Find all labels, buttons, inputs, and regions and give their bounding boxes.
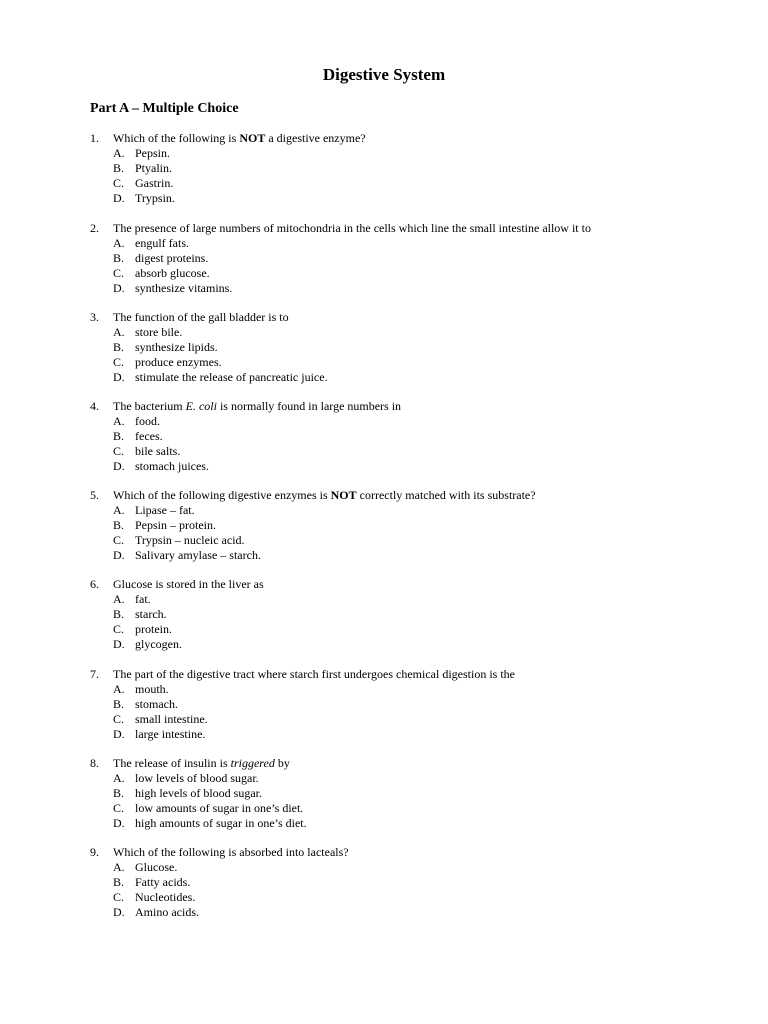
answer-option xyxy=(90,622,710,637)
option-letter: B. xyxy=(113,786,125,800)
option-letter: C. xyxy=(113,533,125,547)
option-letter: B. xyxy=(113,429,125,443)
question-number: 4. xyxy=(90,399,99,413)
answer-option xyxy=(90,607,710,622)
page-title: Digestive System xyxy=(322,65,446,84)
option-text: Salivary amylase – starch. xyxy=(135,548,261,562)
answer-option xyxy=(90,548,710,563)
option-text: stimulate the release of pancreatic juice. xyxy=(135,370,328,384)
option-text: Glucose. xyxy=(135,860,178,874)
answer-option xyxy=(90,459,710,474)
option-letter: B. xyxy=(113,697,125,711)
question-1 xyxy=(90,131,710,206)
answer-option xyxy=(90,191,710,206)
emphasis-not: NOT xyxy=(239,131,266,145)
option-text: Pepsin – protein. xyxy=(135,518,216,532)
question-text: Which of the following is NOT a digestive enzyme? xyxy=(113,131,366,145)
option-text: stomach juices. xyxy=(135,459,209,473)
question-9 xyxy=(90,845,710,920)
answer-option xyxy=(90,429,710,444)
option-letter: D. xyxy=(113,459,125,473)
option-letter: D. xyxy=(113,637,125,651)
question-text: Which of the following is absorbed into lacteals? xyxy=(113,845,349,859)
option-letter: C. xyxy=(113,801,125,815)
option-letter: C. xyxy=(113,176,125,190)
option-letter: D. xyxy=(113,548,125,562)
option-text: low levels of blood sugar. xyxy=(135,771,259,785)
answer-option xyxy=(90,682,710,697)
question-text: The presence of large numbers of mitochondria in the cells which line the small intestine allow it to xyxy=(113,221,591,235)
option-letter: C. xyxy=(113,890,125,904)
option-text: starch. xyxy=(135,607,167,621)
option-letter: D. xyxy=(113,727,125,741)
option-text: protein. xyxy=(135,622,172,636)
answer-option xyxy=(90,146,710,161)
answer-option xyxy=(90,251,710,266)
option-letter: D. xyxy=(113,191,125,205)
option-text: food. xyxy=(135,414,160,428)
question-stem xyxy=(90,488,710,503)
question-number: 6. xyxy=(90,577,99,591)
option-text: Lipase – fat. xyxy=(135,503,195,517)
question-number: 1. xyxy=(90,131,99,145)
question-text: The function of the gall bladder is to xyxy=(113,310,289,324)
option-letter: B. xyxy=(113,251,125,265)
answer-option xyxy=(90,905,710,920)
answer-option xyxy=(90,518,710,533)
option-letter: C. xyxy=(113,355,125,369)
answer-option xyxy=(90,637,710,652)
option-letter: A. xyxy=(113,236,125,250)
option-letter: B. xyxy=(113,340,125,354)
option-letter: B. xyxy=(113,161,125,175)
answer-option xyxy=(90,355,710,370)
answer-option xyxy=(90,176,710,191)
option-text: store bile. xyxy=(135,325,183,339)
option-letter: A. xyxy=(113,771,125,785)
option-text: high amounts of sugar in one’s diet. xyxy=(135,816,307,830)
question-4 xyxy=(90,399,710,474)
option-text: Gastrin. xyxy=(135,176,174,190)
question-6 xyxy=(90,577,710,652)
option-text: Trypsin – nucleic acid. xyxy=(135,533,245,547)
question-number: 9. xyxy=(90,845,99,859)
part-heading: Part A – Multiple Choice xyxy=(90,101,239,116)
option-text: glycogen. xyxy=(135,637,182,651)
option-text: feces. xyxy=(135,429,163,443)
option-letter: A. xyxy=(113,682,125,696)
question-text: The part of the digestive tract where starch first undergoes chemical digestion is the xyxy=(113,667,515,681)
answer-option xyxy=(90,712,710,727)
question-stem xyxy=(90,667,710,682)
answer-option xyxy=(90,414,710,429)
question-stem xyxy=(90,845,710,860)
option-text: Fatty acids. xyxy=(135,875,191,889)
option-letter: D. xyxy=(113,281,125,295)
option-text: bile salts. xyxy=(135,444,181,458)
answer-option xyxy=(90,444,710,459)
answer-option xyxy=(90,340,710,355)
question-text: The bacterium E. coli is normally found in large numbers in xyxy=(113,399,402,413)
question-number: 8. xyxy=(90,756,99,770)
option-text: large intestine. xyxy=(135,727,206,741)
option-letter: A. xyxy=(113,592,125,606)
option-text: low amounts of sugar in one’s diet. xyxy=(135,801,304,815)
option-text: Pepsin. xyxy=(135,146,171,160)
answer-option xyxy=(90,771,710,786)
question-text: Glucose is stored in the liver as xyxy=(113,577,264,591)
option-letter: D. xyxy=(113,816,125,830)
question-stem xyxy=(90,310,710,325)
answer-option xyxy=(90,890,710,905)
answer-option xyxy=(90,161,710,176)
option-text: stomach. xyxy=(135,697,178,711)
answer-option xyxy=(90,860,710,875)
option-text: absorb glucose. xyxy=(135,266,210,280)
question-text: The release of insulin is triggered by xyxy=(113,756,290,770)
question-number: 2. xyxy=(90,221,99,235)
option-letter: A. xyxy=(113,414,125,428)
option-letter: B. xyxy=(113,875,125,889)
option-letter: C. xyxy=(113,712,125,726)
option-letter: A. xyxy=(113,860,125,874)
emphasis-not: NOT xyxy=(330,488,357,502)
option-text: small intestine. xyxy=(135,712,208,726)
question-stem xyxy=(90,577,710,592)
question-number: 7. xyxy=(90,667,99,681)
option-letter: A. xyxy=(113,325,125,339)
option-text: synthesize vitamins. xyxy=(135,281,233,295)
species-name: E. coli xyxy=(185,399,217,413)
answer-option xyxy=(90,727,710,742)
answer-option xyxy=(90,236,710,251)
question-stem xyxy=(90,221,710,236)
option-text: Ptyalin. xyxy=(135,161,173,175)
option-text: synthesize lipids. xyxy=(135,340,218,354)
option-letter: C. xyxy=(113,444,125,458)
answer-option xyxy=(90,325,710,340)
question-8 xyxy=(90,756,710,831)
answer-option xyxy=(90,801,710,816)
question-stem xyxy=(90,756,710,771)
answer-option xyxy=(90,266,710,281)
question-3 xyxy=(90,310,710,385)
option-text: digest proteins. xyxy=(135,251,209,265)
answer-option xyxy=(90,816,710,831)
option-letter: C. xyxy=(113,266,125,280)
option-letter: A. xyxy=(113,146,125,160)
option-text: fat. xyxy=(135,592,151,606)
question-7 xyxy=(90,667,710,742)
question-number: 5. xyxy=(90,488,99,502)
question-2 xyxy=(90,221,710,296)
question-stem xyxy=(90,131,710,146)
answer-option xyxy=(90,697,710,712)
option-text: produce enzymes. xyxy=(135,355,222,369)
option-letter: A. xyxy=(113,503,125,517)
option-text: mouth. xyxy=(135,682,169,696)
answer-option xyxy=(90,281,710,296)
option-text: Trypsin. xyxy=(135,191,175,205)
option-letter: B. xyxy=(113,607,125,621)
option-letter: B. xyxy=(113,518,125,532)
option-letter: C. xyxy=(113,622,125,636)
answer-option xyxy=(90,503,710,518)
answer-option xyxy=(90,370,710,385)
option-text: engulf fats. xyxy=(135,236,189,250)
answer-option xyxy=(90,875,710,890)
question-number: 3. xyxy=(90,310,99,324)
emphasis-triggered: triggered xyxy=(230,756,275,770)
option-text: Nucleotides. xyxy=(135,890,196,904)
question-5 xyxy=(90,488,710,563)
answer-option xyxy=(90,533,710,548)
answer-option xyxy=(90,592,710,607)
option-letter: D. xyxy=(113,370,125,384)
answer-option xyxy=(90,786,710,801)
option-text: Amino acids. xyxy=(135,905,199,919)
option-letter: D. xyxy=(113,905,125,919)
question-stem xyxy=(90,399,710,414)
option-text: high levels of blood sugar. xyxy=(135,786,262,800)
question-text: Which of the following digestive enzymes is NOT correctly matched with its substrate? xyxy=(113,488,536,502)
